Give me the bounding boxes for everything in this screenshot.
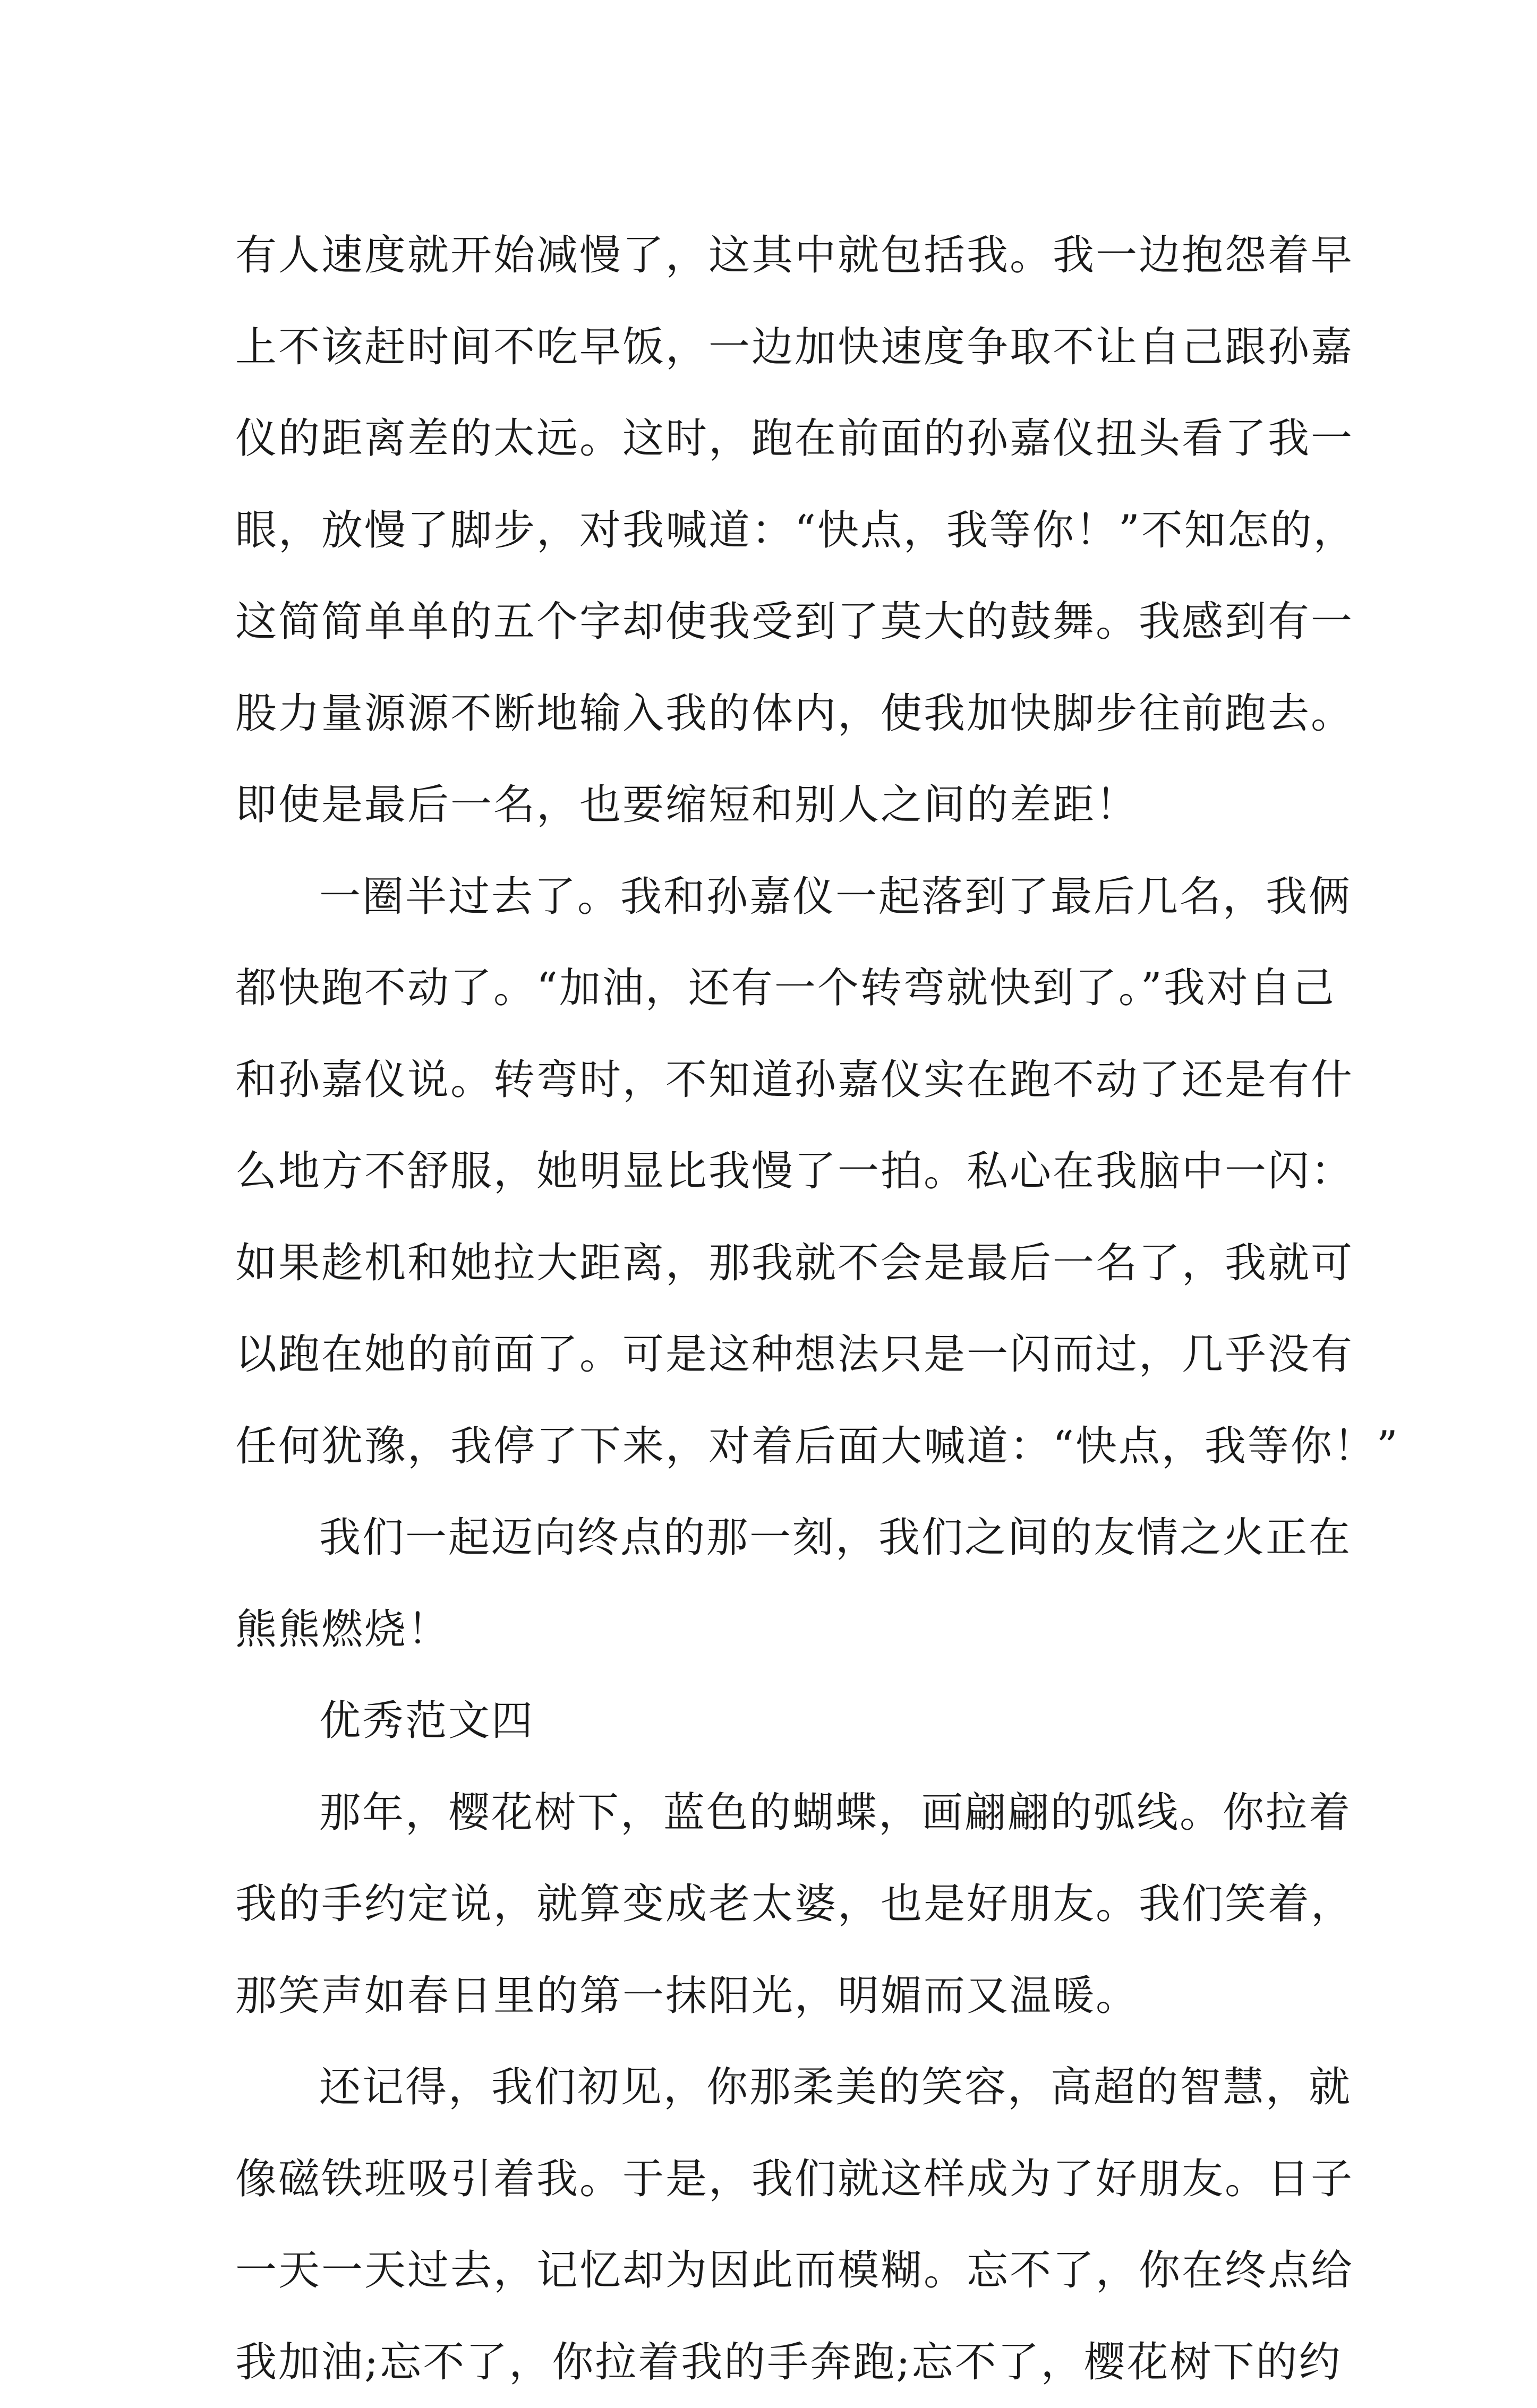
text-line: 那笑声如春日里的第一抹阳光，明媚而又温暖。	[235, 1950, 1305, 2042]
text-line: 熊熊燃烧！	[235, 1584, 1305, 1676]
paragraph-start-line: 我们一起迈向终点的那一刻，我们之间的友情之火正在	[235, 1492, 1305, 1584]
text-line: 上不该赶时间不吃早饭，一边加快速度争取不让自己跟孙嘉	[235, 302, 1305, 393]
paragraph-start-line: 一圈半过去了。我和孙嘉仪一起落到了最后几名，我俩	[235, 851, 1305, 943]
document-body	[235, 210, 1305, 2408]
text-line: 都快跑不动了。“加油，还有一个转弯就快到了。”我对自己	[235, 942, 1305, 1034]
text-line: 我加油;忘不了，你拉着我的手奔跑;忘不了，樱花树下的约	[235, 2317, 1305, 2408]
paragraph-start-line: 那年，樱花树下，蓝色的蝴蝶，画翩翩的弧线。你拉着	[235, 1767, 1305, 1859]
text-line: 一天一天过去，记忆却为因此而模糊。忘不了，你在终点给	[235, 2225, 1305, 2317]
text-line: 即使是最后一名，也要缩短和别人之间的差距！	[235, 759, 1305, 851]
text-line: 和孙嘉仪说。转弯时，不知道孙嘉仪实在跑不动了还是有什	[235, 1034, 1305, 1126]
text-line: 有人速度就开始减慢了，这其中就包括我。我一边抱怨着早	[235, 210, 1305, 302]
text-line: 眼，放慢了脚步，对我喊道：“快点，我等你！”不知怎的，	[235, 485, 1305, 577]
text-line: 我的手约定说，就算变成老太婆，也是好朋友。我们笑着，	[235, 1858, 1305, 1950]
text-line: 仪的距离差的太远。这时，跑在前面的孙嘉仪扭头看了我一	[235, 393, 1305, 485]
text-line: 像磁铁班吸引着我。于是，我们就这样成为了好朋友。日子	[235, 2133, 1305, 2225]
text-line: 任何犹豫，我停了下来，对着后面大喊道：“快点，我等你！”	[235, 1401, 1305, 1493]
text-line: 么地方不舒服，她明显比我慢了一拍。私心在我脑中一闪：	[235, 1126, 1305, 1218]
paragraph-start-line: 还记得，我们初见，你那柔美的笑容，高超的智慧，就	[235, 2042, 1305, 2133]
text-line: 以跑在她的前面了。可是这种想法只是一闪而过，几乎没有	[235, 1309, 1305, 1401]
section-heading: 优秀范文四	[235, 1675, 1305, 1767]
text-line: 这简简单单的五个字却使我受到了莫大的鼓舞。我感到有一	[235, 576, 1305, 668]
text-line: 如果趁机和她拉大距离，那我就不会是最后一名了，我就可	[235, 1218, 1305, 1309]
text-line: 股力量源源不断地输入我的体内，使我加快脚步往前跑去。	[235, 668, 1305, 760]
